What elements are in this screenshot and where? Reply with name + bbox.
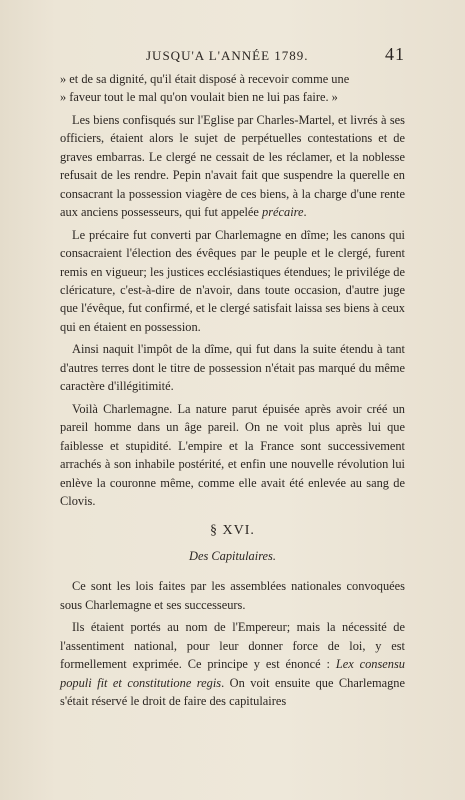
paragraph-empereur — [60, 618, 405, 710]
page-text — [60, 70, 405, 711]
paragraph-biens — [60, 111, 405, 222]
term-precaire: précaire — [262, 205, 304, 220]
section-number: § XVI. — [210, 523, 255, 539]
latin-maxim: Lex consensu populi fit et constitutione regis — [60, 657, 406, 690]
paragraph-biens-end: . — [303, 205, 307, 220]
section-title: Des Capitulaires. — [189, 548, 276, 563]
paragraph-empereur-text: Ils étaient portés au nom de l'Empereur; mais la nécessité de l'assentiment national, pour leur donner force de loi, y est formellement exprimée. Ce principe y est énoncé : — [60, 620, 405, 672]
paragraph-precaire: Le précaire fut converti par Charlemagne en dîme; les canons qui consacraient l'élection des évêques par le peuple et le clergé, furent remis en vigueur; les justices ecclésiastiques étendues; le privilége de cléricature, c'est-à-dire de n'avoir, dans toute occasion, d'autre juge que l'évêque, fut confirmé, et le clergé satisfait laissa ses biens à ceux qui en étaient en possession. — [60, 227, 405, 334]
running-title: JUSQU'A L'ANNÉE 1789. — [146, 48, 309, 63]
paragraph-empereur-end: . On voit ensuite que Charlemagne s'était réservé le droit de faire des capitulaires — [60, 675, 405, 709]
paragraph-capitulaires: Ce sont les lois faites par les assemblées nationales convoquées sous Charlemagne et ses successeurs. — [60, 579, 405, 612]
paragraph-dime: Ainsi naquit l'impôt de la dîme, qui fut dans la suite étendu à tant d'autres terres dont le titre de possession n'était pas marqué du même caractère d'illégitimité. — [60, 342, 405, 394]
quote-line-1: » et de sa dignité, qu'il était disposé à recevoir comme une — [60, 72, 350, 86]
quote-line-2: » faveur tout le mal qu'on voulait bien ne lui pas faire. » — [60, 90, 338, 105]
paragraph-charlemagne: Voilà Charlemagne. La nature parut épuisée après avoir créé un pareil homme dans un âge pareil. On ne voit plus après lui que faiblesse et stupidité. L'empire et la France sont successivement arrachés à son inhabile postérité, et enfin une nouvelle révolution lui enlève la couronne même, comme elle avait été enlevée au sang de Clovis. — [60, 401, 405, 508]
paragraph-biens-text: Les biens confisqués sur l'Eglise par Charles-Martel, et livrés à ses officiers, étaient alors le sujet de perpétuelles contestations et de graves embarras. Le clergé ne cessait de les réclamer, et la noblesse refusait de les rendre. Pepin n'avait fait que suspendre la querelle en consacrant la possession viagère de ces biens, à la charge d'une rente aux anciens possesseurs, qui fut appelée — [60, 112, 405, 220]
page-number: 41 — [385, 44, 405, 64]
